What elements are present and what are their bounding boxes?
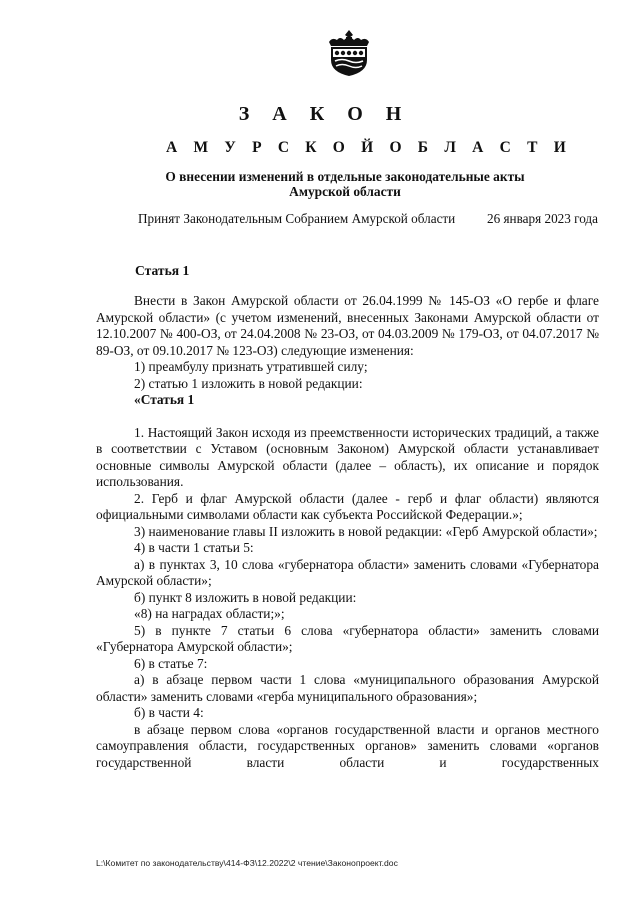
list-item: б) в части 4: (134, 705, 204, 720)
law-subtitle (140, 170, 550, 199)
list-item: 3) наименование главы II изложить в новой редакции: «Герб Амурской области»; (134, 523, 598, 539)
paragraph: 2. Герб и флаг Амурской области (далее - герб и флаг области) являются официальными символами области как субъекта Российской Федерации.»; (96, 490, 599, 522)
paragraph: 1. Настоящий Закон исходя из преемственности исторических традиций, а также в соответствии с Уставом (основным Законом) Амурской области устанавливает основные символы Амурской области (далее – область), их описание и порядок использования. (96, 424, 599, 489)
list-item: а) в абзаце первом части 1 слова «муниципального образования Амурской области» заменить словами «герба муниципального образования»; (96, 672, 599, 704)
paragraph: Внести в Закон Амурской области от 26.04.1999 № 145-ОЗ «О гербе и флаге Амурской области» (с учетом изменений, внесенных Законами Амурской области от 12.10.2007 № 400-ОЗ, от 24.04.2008 № 23-ОЗ, от 04.03.2009 № 179-ОЗ, от 04.07.2017 № 89-ОЗ, от 09.10.2017 № 123-ОЗ) следующие изменения: (96, 293, 599, 358)
list-item: а) в пунктах 3, 10 слова «губернатора области» заменить словами «Губернатора Амурской области»; (96, 556, 599, 588)
adopted-date: 26 января 2023 года (487, 211, 598, 226)
document-body (96, 293, 599, 771)
list-item: 4) в части 1 статьи 5: (134, 540, 254, 555)
file-path-footer: L:\Комитет по законодательству\414-ФЗ\12.2022\2 чтение\Законопроект.doc (96, 858, 398, 868)
article-heading: Статья 1 (135, 263, 190, 278)
region-title: А М У Р С К О Й О Б Л А С Т И (166, 139, 572, 156)
coat-of-arms-icon (326, 28, 372, 78)
subtitle-line-1: О внесении изменений в отдельные законодательные акты (165, 169, 525, 184)
list-item: «8) на наградах области;»; (134, 606, 285, 621)
subtitle-line-2: Амурской области (289, 183, 401, 199)
list-item: 5) в пункте 7 статьи 6 слова «губернатора области» заменить словами «Губернатора Амурской области»; (96, 622, 599, 654)
quoted-article-heading: «Статья 1 (134, 392, 195, 407)
list-item: 2) статью 1 изложить в новой редакции: (134, 375, 363, 391)
list-item: 6) в статье 7: (134, 655, 208, 671)
adopted-by: Принят Законодательным Собранием Амурской области (138, 211, 456, 226)
list-item: 1) преамбулу признать утратившей силу; (134, 359, 368, 374)
paragraph: в абзаце первом слова «органов государственной власти и органов местного самоуправления области, государственных органов» заменить словами «органов государственной власти области и государственных (96, 721, 599, 770)
list-item: б) пункт 8 изложить в новой редакции: (134, 589, 357, 605)
law-title: З А К О Н (238, 103, 411, 125)
